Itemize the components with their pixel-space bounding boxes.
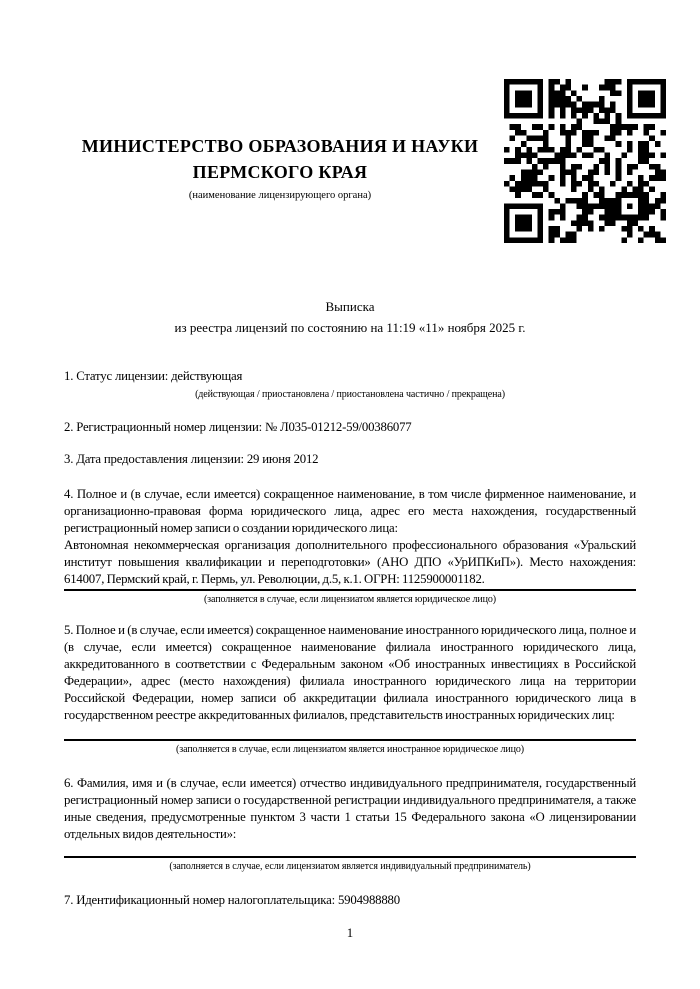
entrepreneur-note: (заполняется в случае, если лицензиатом является индивидуальный предприниматель)	[169, 861, 531, 872]
document-body	[0, 296, 700, 942]
license-status-line: 1. Статус лицензии: действующая	[64, 369, 243, 383]
qr-code-icon	[504, 79, 666, 243]
foreign-entity-empty-value	[64, 724, 636, 738]
licensing-authority-caption: (наименование лицензирующего органа)	[188, 190, 372, 201]
foreign-entity-note: (заполняется в случае, если лицензиатом является иностранное юридическое лицо)	[176, 744, 524, 755]
ministry-name-line2: ПЕРМСКОГО КРАЯ	[192, 162, 368, 182]
document-header	[0, 0, 700, 243]
ministry-title-block	[64, 79, 504, 203]
entrepreneur-label: 6. Фамилия, имя и (в случае, если имеется) отчество индивидуального предпринимателя, государственный регистрационный номер записи о государственной регистрации индивидуального предпринимателя, а также иные сведения, предусмотренные пунктом 3 части 1 статьи 15 Федерального закона «О лицензировании отдельных видов деятельности»:	[64, 776, 636, 841]
legal-entity-fill-line	[64, 589, 636, 591]
ministry-name-line1: МИНИСТЕРСТВО ОБРАЗОВАНИЯ И НАУКИ	[81, 136, 479, 156]
legal-entity-label: 4. Полное и (в случае, если имеется) сокращенное наименование, в том числе фирменное наименование, и организационно-правовая форма юридического лица, адрес его места нахождения, государственный регистрационный номер записи о создании юридического лица:	[64, 487, 636, 535]
document-title	[64, 296, 636, 338]
foreign-entity-fill-line	[64, 739, 636, 741]
page-number: 1	[346, 926, 354, 940]
legal-entity-note: (заполняется в случае, если лицензиатом является юридическое лицо)	[203, 594, 497, 605]
status-options-caption: (действующая / приостановлена / приостановлена частично / прекращена)	[195, 389, 505, 400]
entrepreneur-fill-line	[64, 856, 636, 858]
grant-date-line: 3. Дата предоставления лицензии: 29 июня 2012	[64, 452, 319, 466]
inn-line: 7. Идентификационный номер налогоплательщика: 5904988880	[64, 893, 400, 907]
legal-entity-value: Автономная некоммерческая организация дополнительного профессионального образования «Уральский институт повышения квалификации и переподготовки» (АНО ДПО «УрИПКиП»). Место нахождения: 614007, Пермский край, г. Пермь, ул. Революции, д.5, к.1. ОГРН: 1125900001182.	[64, 538, 636, 586]
registration-number-line: 2. Регистрационный номер лицензии: № Л035-01212-59/00386077	[64, 420, 412, 434]
foreign-entity-label: 5. Полное и (в случае, если имеется) сокращенное наименование иностранного юридического лица, полное и (в случае, если имеется) сокращенное наименование филиала иностранного юридического лица, аккредитованного в соответствии с Федеральным законом «Об иностранных инвестициях в Российской Федерации», адрес (место нахождения) филиала иностранного юридического лица на территории Российской Федерации, номер записи об аккредитации филиала иностранного юридического лица в государственном реестре аккредитованных филиалов, представительств иностранных юридических лиц:	[64, 623, 636, 722]
entrepreneur-empty-value	[64, 843, 636, 855]
document-title-line1: Выписка	[325, 299, 375, 314]
document-title-line2: из реестра лицензий по состоянию на 11:19 «11» ноября 2025 г.	[174, 320, 526, 335]
